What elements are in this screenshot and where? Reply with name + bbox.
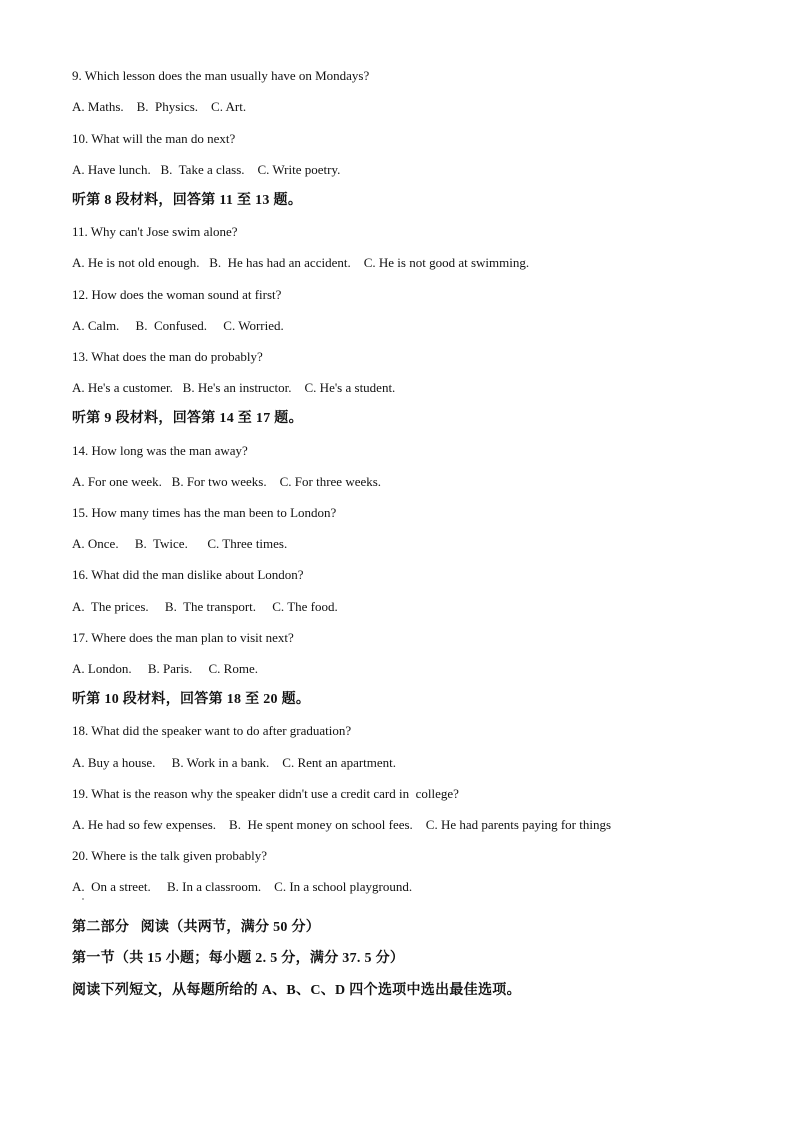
question-17-options: A. London. B. Paris. C. Rome.: [72, 661, 258, 676]
stray-mark: [82, 898, 84, 900]
question-19-options: A. He had so few expenses. B. He spent money on school fees. C. He had parents paying for things: [72, 817, 612, 832]
question-12: 12. How does the woman sound at first?: [72, 287, 282, 302]
question-18: 18. What did the speaker want to do after graduation?: [72, 723, 352, 738]
reading-section-title: 第一节（共 15 小题；每小题 2. 5 分，满分 37. 5 分）: [72, 951, 405, 966]
question-13: 13. What does the man do probably?: [72, 349, 263, 364]
question-13-options: A. He's a customer. B. He's an instructor. C. He's a student.: [72, 380, 396, 395]
question-20-options: A. On a street. B. In a classroom. C. In a school playground.: [72, 879, 413, 894]
reading-instruction: 阅读下列短文，从每题所给的 A、B、C、D 四个选项中选出最佳选项。: [72, 983, 521, 998]
question-16: 16. What did the man dislike about London?: [72, 567, 304, 582]
question-14-options: A. For one week. B. For two weeks. C. For three weeks.: [72, 474, 382, 489]
section-10-heading: 听第 10 段材料，回答第 18 至 20 题。: [72, 692, 311, 707]
question-10: 10. What will the man do next?: [72, 131, 236, 146]
question-9-options: A. Maths. B. Physics. C. Art.: [72, 99, 247, 114]
question-11: 11. Why can't Jose swim alone?: [72, 224, 238, 239]
reading-part-title: 第二部分 阅读（共两节，满分 50 分）: [72, 920, 321, 935]
question-12-options: A. Calm. B. Confused. C. Worried.: [72, 318, 284, 333]
question-17: 17. Where does the man plan to visit next?: [72, 630, 294, 645]
question-10-options: A. Have lunch. B. Take a class. C. Write poetry.: [72, 162, 341, 177]
question-9: 9. Which lesson does the man usually have on Mondays?: [72, 68, 370, 83]
question-15-options: A. Once. B. Twice. C. Three times.: [72, 536, 288, 551]
question-15: 15. How many times has the man been to London?: [72, 505, 337, 520]
question-18-options: A. Buy a house. B. Work in a bank. C. Rent an apartment.: [72, 755, 397, 770]
section-9-heading: 听第 9 段材料，回答第 14 至 17 题。: [72, 411, 303, 426]
question-20: 20. Where is the talk given probably?: [72, 848, 268, 863]
question-11-options: A. He is not old enough. B. He has had an accident. C. He is not good at swimming.: [72, 255, 530, 270]
question-19: 19. What is the reason why the speaker didn't use a credit card in college?: [72, 786, 459, 801]
question-16-options: A. The prices. B. The transport. C. The food.: [72, 599, 338, 614]
section-8-heading: 听第 8 段材料，回答第 11 至 13 题。: [72, 193, 303, 208]
question-14: 14. How long was the man away?: [72, 443, 248, 458]
